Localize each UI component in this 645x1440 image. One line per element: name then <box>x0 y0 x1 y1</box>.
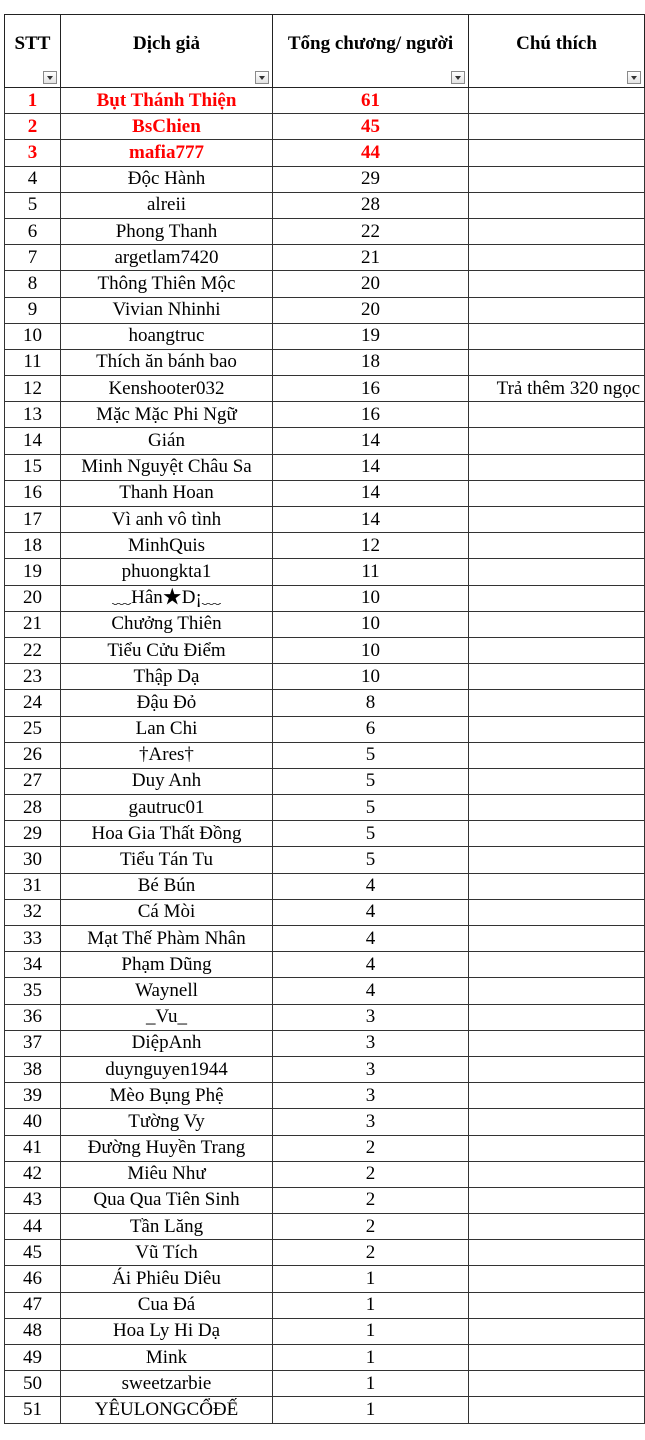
table-row <box>5 1030 645 1056</box>
row-stt-cell[interactable]: 1 <box>5 88 61 114</box>
row-total-cell[interactable]: 1 <box>273 1371 469 1397</box>
row-stt-cell[interactable]: 30 <box>5 847 61 873</box>
dropdown-arrow-icon <box>259 76 265 80</box>
row-translator-cell[interactable]: Phong Thanh <box>61 218 273 244</box>
row-note-cell[interactable] <box>469 1345 645 1371</box>
row-total-cell[interactable]: 5 <box>273 742 469 768</box>
row-note-cell[interactable] <box>469 899 645 925</box>
row-total-cell[interactable]: 20 <box>273 297 469 323</box>
row-stt-cell[interactable]: 42 <box>5 1161 61 1187</box>
table-row <box>5 873 645 899</box>
row-total-cell[interactable]: 20 <box>273 271 469 297</box>
row-stt-cell[interactable]: 25 <box>5 716 61 742</box>
row-stt-cell[interactable]: 31 <box>5 873 61 899</box>
table-row <box>5 952 645 978</box>
row-stt-cell[interactable]: 33 <box>5 926 61 952</box>
row-translator-cell[interactable]: Tiểu Cửu Điểm <box>61 637 273 663</box>
row-total-cell[interactable]: 10 <box>273 664 469 690</box>
row-note-cell[interactable] <box>469 428 645 454</box>
row-note-cell[interactable] <box>469 88 645 114</box>
row-total-cell[interactable]: 14 <box>273 454 469 480</box>
table-row <box>5 795 645 821</box>
row-stt-cell[interactable]: 10 <box>5 323 61 349</box>
row-translator-cell[interactable]: Cá Mòi <box>61 899 273 925</box>
row-note-cell[interactable] <box>469 480 645 506</box>
row-note-cell[interactable] <box>469 271 645 297</box>
row-note-cell[interactable] <box>469 1371 645 1397</box>
header-total <box>273 15 469 88</box>
table-row <box>5 899 645 925</box>
row-total-cell[interactable]: 5 <box>273 795 469 821</box>
row-total-cell[interactable]: 61 <box>273 88 469 114</box>
row-total-cell[interactable]: 4 <box>273 952 469 978</box>
row-note-cell[interactable] <box>469 1292 645 1318</box>
row-note-cell[interactable] <box>469 114 645 140</box>
row-translator-cell[interactable]: sweetzarbie <box>61 1371 273 1397</box>
row-note-cell[interactable] <box>469 533 645 559</box>
table-row <box>5 1397 645 1423</box>
row-translator-cell[interactable]: Thích ăn bánh bao <box>61 349 273 375</box>
table-row <box>5 480 645 506</box>
table-row <box>5 349 645 375</box>
row-stt-cell[interactable]: 20 <box>5 585 61 611</box>
row-total-cell[interactable]: 45 <box>273 114 469 140</box>
row-translator-cell[interactable]: phuongkta1 <box>61 559 273 585</box>
table-row <box>5 1161 645 1187</box>
row-stt-cell[interactable]: 47 <box>5 1292 61 1318</box>
row-translator-cell[interactable]: Miêu Như <box>61 1161 273 1187</box>
row-translator-cell[interactable]: Bé Bún <box>61 873 273 899</box>
row-stt-cell[interactable]: 44 <box>5 1214 61 1240</box>
row-stt-cell[interactable]: 2 <box>5 114 61 140</box>
row-total-cell[interactable]: 3 <box>273 1030 469 1056</box>
table-row <box>5 507 645 533</box>
row-note-cell[interactable] <box>469 140 645 166</box>
dropdown-arrow-icon <box>631 76 637 80</box>
table-row <box>5 1292 645 1318</box>
row-stt-cell[interactable]: 18 <box>5 533 61 559</box>
table-row <box>5 1109 645 1135</box>
row-note-cell[interactable] <box>469 637 645 663</box>
row-stt-cell[interactable]: 26 <box>5 742 61 768</box>
header-row <box>5 15 645 88</box>
row-translator-cell[interactable]: Hoa Ly Hi Dạ <box>61 1318 273 1344</box>
row-stt-cell[interactable]: 34 <box>5 952 61 978</box>
row-total-cell[interactable]: 2 <box>273 1240 469 1266</box>
row-stt-cell[interactable]: 41 <box>5 1135 61 1161</box>
table-row <box>5 768 645 794</box>
row-total-cell[interactable]: 3 <box>273 1056 469 1082</box>
table-row <box>5 690 645 716</box>
table-row <box>5 428 645 454</box>
row-total-cell[interactable]: 14 <box>273 507 469 533</box>
table-row <box>5 218 645 244</box>
row-total-cell[interactable]: 1 <box>273 1266 469 1292</box>
row-total-cell[interactable]: 11 <box>273 559 469 585</box>
header-stt-label: STT <box>14 33 51 54</box>
table-row <box>5 88 645 114</box>
table-row <box>5 1004 645 1030</box>
row-note-cell[interactable] <box>469 349 645 375</box>
row-translator-cell[interactable]: argetlam7420 <box>61 245 273 271</box>
row-stt-cell[interactable]: 3 <box>5 140 61 166</box>
row-translator-cell[interactable]: Hoa Gia Thất Đồng <box>61 821 273 847</box>
row-translator-cell[interactable]: Đậu Đỏ <box>61 690 273 716</box>
row-translator-cell[interactable]: mafia777 <box>61 140 273 166</box>
table-row <box>5 245 645 271</box>
row-total-cell[interactable]: 4 <box>273 899 469 925</box>
row-total-cell[interactable]: 5 <box>273 821 469 847</box>
row-translator-cell[interactable]: Thanh Hoan <box>61 480 273 506</box>
row-total-cell[interactable]: 44 <box>273 140 469 166</box>
table-row <box>5 454 645 480</box>
table-row <box>5 742 645 768</box>
row-translator-cell[interactable]: Chưởng Thiên <box>61 611 273 637</box>
row-total-cell[interactable]: 1 <box>273 1318 469 1344</box>
row-stt-cell[interactable]: 43 <box>5 1187 61 1213</box>
row-note-cell[interactable] <box>469 1266 645 1292</box>
row-note-cell[interactable] <box>469 690 645 716</box>
row-note-cell[interactable] <box>469 1214 645 1240</box>
row-translator-cell[interactable]: Waynell <box>61 978 273 1004</box>
row-note-cell[interactable] <box>469 1030 645 1056</box>
row-total-cell[interactable]: 16 <box>273 402 469 428</box>
row-translator-cell[interactable]: Tiểu Tán Tu <box>61 847 273 873</box>
row-note-cell[interactable] <box>469 1109 645 1135</box>
row-translator-cell[interactable]: ﹏Hân★D¡﹏ <box>61 585 273 611</box>
row-translator-cell[interactable]: Vì anh vô tình <box>61 507 273 533</box>
row-total-cell[interactable]: 18 <box>273 349 469 375</box>
table-row <box>5 192 645 218</box>
row-translator-cell[interactable]: MinhQuis <box>61 533 273 559</box>
row-stt-cell[interactable]: 6 <box>5 218 61 244</box>
table-row <box>5 1214 645 1240</box>
row-note-cell[interactable] <box>469 402 645 428</box>
row-stt-cell[interactable]: 24 <box>5 690 61 716</box>
table-row <box>5 978 645 1004</box>
row-note-cell[interactable] <box>469 978 645 1004</box>
row-stt-cell[interactable]: 38 <box>5 1056 61 1082</box>
table-row <box>5 637 645 663</box>
row-note-cell[interactable] <box>469 1135 645 1161</box>
row-stt-cell[interactable]: 19 <box>5 559 61 585</box>
row-translator-cell[interactable]: Ái Phiêu Diêu <box>61 1266 273 1292</box>
table-row <box>5 1345 645 1371</box>
row-note-cell[interactable] <box>469 821 645 847</box>
row-stt-cell[interactable]: 9 <box>5 297 61 323</box>
row-stt-cell[interactable]: 15 <box>5 454 61 480</box>
filter-button-stt[interactable] <box>43 71 57 84</box>
header-note <box>469 15 645 88</box>
row-total-cell[interactable]: 19 <box>273 323 469 349</box>
table-row <box>5 821 645 847</box>
row-note-cell[interactable] <box>469 1083 645 1109</box>
row-note-cell[interactable] <box>469 742 645 768</box>
row-total-cell[interactable]: 14 <box>273 428 469 454</box>
row-translator-cell[interactable]: Cua Đá <box>61 1292 273 1318</box>
row-stt-cell[interactable]: 8 <box>5 271 61 297</box>
row-total-cell[interactable]: 3 <box>273 1109 469 1135</box>
row-stt-cell[interactable]: 49 <box>5 1345 61 1371</box>
table-row <box>5 140 645 166</box>
row-note-cell[interactable]: Trả thêm 320 ngọc <box>469 376 645 402</box>
row-translator-cell[interactable]: DiệpAnh <box>61 1030 273 1056</box>
table-row <box>5 1187 645 1213</box>
row-total-cell[interactable]: 2 <box>273 1135 469 1161</box>
row-note-cell[interactable] <box>469 873 645 899</box>
row-note-cell[interactable] <box>469 611 645 637</box>
row-stt-cell[interactable]: 46 <box>5 1266 61 1292</box>
row-translator-cell[interactable]: Duy Anh <box>61 768 273 794</box>
row-note-cell[interactable] <box>469 926 645 952</box>
row-note-cell[interactable] <box>469 245 645 271</box>
row-stt-cell[interactable]: 5 <box>5 192 61 218</box>
table-row <box>5 376 645 402</box>
row-total-cell[interactable]: 16 <box>273 376 469 402</box>
row-stt-cell[interactable]: 35 <box>5 978 61 1004</box>
table-row <box>5 1318 645 1344</box>
row-total-cell[interactable]: 1 <box>273 1292 469 1318</box>
row-stt-cell[interactable]: 16 <box>5 480 61 506</box>
row-stt-cell[interactable]: 48 <box>5 1318 61 1344</box>
row-translator-cell[interactable]: YÊULONGCỔĐẾ <box>61 1397 273 1423</box>
row-translator-cell[interactable]: Mèo Bụng Phệ <box>61 1083 273 1109</box>
row-note-cell[interactable] <box>469 297 645 323</box>
row-translator-cell[interactable]: _Vu_ <box>61 1004 273 1030</box>
row-note-cell[interactable] <box>469 559 645 585</box>
row-translator-cell[interactable]: Thập Dạ <box>61 664 273 690</box>
table-row <box>5 297 645 323</box>
row-stt-cell[interactable]: 12 <box>5 376 61 402</box>
row-total-cell[interactable]: 12 <box>273 533 469 559</box>
row-note-cell[interactable] <box>469 1161 645 1187</box>
row-note-cell[interactable] <box>469 768 645 794</box>
table-row <box>5 1240 645 1266</box>
row-note-cell[interactable] <box>469 664 645 690</box>
table-row <box>5 533 645 559</box>
row-total-cell[interactable]: 3 <box>273 1004 469 1030</box>
row-note-cell[interactable] <box>469 1187 645 1213</box>
row-stt-cell[interactable]: 17 <box>5 507 61 533</box>
dropdown-arrow-icon <box>455 76 461 80</box>
ranking-table <box>4 14 645 1424</box>
row-note-cell[interactable] <box>469 795 645 821</box>
row-translator-cell[interactable]: Mink <box>61 1345 273 1371</box>
row-total-cell[interactable]: 1 <box>273 1345 469 1371</box>
row-total-cell[interactable]: 5 <box>273 768 469 794</box>
row-total-cell[interactable]: 21 <box>273 245 469 271</box>
row-total-cell[interactable]: 4 <box>273 873 469 899</box>
row-stt-cell[interactable]: 50 <box>5 1371 61 1397</box>
table-row <box>5 1371 645 1397</box>
row-stt-cell[interactable]: 29 <box>5 821 61 847</box>
table-row <box>5 847 645 873</box>
row-translator-cell[interactable]: †Ares† <box>61 742 273 768</box>
header-note-label: Chú thích <box>516 33 597 54</box>
row-note-cell[interactable] <box>469 1318 645 1344</box>
row-total-cell[interactable]: 2 <box>273 1187 469 1213</box>
row-note-cell[interactable] <box>469 952 645 978</box>
table-row <box>5 664 645 690</box>
row-stt-cell[interactable]: 28 <box>5 795 61 821</box>
row-total-cell[interactable]: 2 <box>273 1214 469 1240</box>
table-row <box>5 114 645 140</box>
row-stt-cell[interactable]: 39 <box>5 1083 61 1109</box>
row-note-cell[interactable] <box>469 454 645 480</box>
row-translator-cell[interactable]: Độc Hành <box>61 166 273 192</box>
row-stt-cell[interactable]: 7 <box>5 245 61 271</box>
row-stt-cell[interactable]: 22 <box>5 637 61 663</box>
row-stt-cell[interactable]: 37 <box>5 1030 61 1056</box>
row-total-cell[interactable]: 10 <box>273 611 469 637</box>
row-total-cell[interactable]: 4 <box>273 978 469 1004</box>
row-stt-cell[interactable]: 32 <box>5 899 61 925</box>
row-note-cell[interactable] <box>469 166 645 192</box>
row-translator-cell[interactable]: Kenshooter032 <box>61 376 273 402</box>
filter-button-translator[interactable] <box>255 71 269 84</box>
header-stt <box>5 15 61 88</box>
row-translator-cell[interactable]: BsChien <box>61 114 273 140</box>
row-note-cell[interactable] <box>469 218 645 244</box>
row-total-cell[interactable]: 5 <box>273 847 469 873</box>
row-total-cell[interactable]: 2 <box>273 1161 469 1187</box>
row-translator-cell[interactable]: Vũ Tích <box>61 1240 273 1266</box>
row-stt-cell[interactable]: 11 <box>5 349 61 375</box>
table-row <box>5 585 645 611</box>
row-note-cell[interactable] <box>469 507 645 533</box>
row-translator-cell[interactable]: Phạm Dũng <box>61 952 273 978</box>
table-row <box>5 1266 645 1292</box>
row-translator-cell[interactable]: hoangtruc <box>61 323 273 349</box>
row-translator-cell[interactable]: Gián <box>61 428 273 454</box>
row-translator-cell[interactable]: gautruc01 <box>61 795 273 821</box>
row-total-cell[interactable]: 10 <box>273 637 469 663</box>
row-stt-cell[interactable]: 4 <box>5 166 61 192</box>
row-translator-cell[interactable]: Tường Vy <box>61 1109 273 1135</box>
row-stt-cell[interactable]: 13 <box>5 402 61 428</box>
table-row <box>5 926 645 952</box>
row-note-cell[interactable] <box>469 192 645 218</box>
row-total-cell[interactable]: 10 <box>273 585 469 611</box>
row-total-cell[interactable]: 4 <box>273 926 469 952</box>
table-row <box>5 716 645 742</box>
header-total-label: Tổng chương/ người <box>287 33 454 54</box>
table-row <box>5 1056 645 1082</box>
row-note-cell[interactable] <box>469 1056 645 1082</box>
filter-button-total[interactable] <box>451 71 465 84</box>
header-translator-label: Dịch giả <box>132 33 201 54</box>
row-stt-cell[interactable]: 40 <box>5 1109 61 1135</box>
table-row <box>5 402 645 428</box>
row-note-cell[interactable] <box>469 1004 645 1030</box>
row-total-cell[interactable]: 28 <box>273 192 469 218</box>
row-total-cell[interactable]: 6 <box>273 716 469 742</box>
row-translator-cell[interactable]: Bụt Thánh Thiện <box>61 88 273 114</box>
table-row <box>5 1135 645 1161</box>
row-stt-cell[interactable]: 23 <box>5 664 61 690</box>
row-total-cell[interactable]: 3 <box>273 1083 469 1109</box>
row-translator-cell[interactable]: Mặc Mặc Phi Ngữ <box>61 402 273 428</box>
row-note-cell[interactable] <box>469 323 645 349</box>
row-translator-cell[interactable]: alreii <box>61 192 273 218</box>
row-total-cell[interactable]: 1 <box>273 1397 469 1423</box>
row-translator-cell[interactable]: Thông Thiên Mộc <box>61 271 273 297</box>
row-stt-cell[interactable]: 21 <box>5 611 61 637</box>
row-stt-cell[interactable]: 45 <box>5 1240 61 1266</box>
row-total-cell[interactable]: 22 <box>273 218 469 244</box>
row-translator-cell[interactable]: Lan Chi <box>61 716 273 742</box>
row-total-cell[interactable]: 8 <box>273 690 469 716</box>
row-stt-cell[interactable]: 36 <box>5 1004 61 1030</box>
row-stt-cell[interactable]: 51 <box>5 1397 61 1423</box>
row-translator-cell[interactable]: Đường Huyền Trang <box>61 1135 273 1161</box>
table-row <box>5 559 645 585</box>
row-translator-cell[interactable]: duynguyen1944 <box>61 1056 273 1082</box>
row-translator-cell[interactable]: Mạt Thế Phàm Nhân <box>61 926 273 952</box>
row-total-cell[interactable]: 29 <box>273 166 469 192</box>
filter-button-note[interactable] <box>627 71 641 84</box>
table-row <box>5 271 645 297</box>
row-translator-cell[interactable]: Tần Lăng <box>61 1214 273 1240</box>
row-note-cell[interactable] <box>469 847 645 873</box>
header-translator <box>61 15 273 88</box>
row-note-cell[interactable] <box>469 1397 645 1423</box>
row-stt-cell[interactable]: 27 <box>5 768 61 794</box>
row-translator-cell[interactable]: Vivian Nhinhi <box>61 297 273 323</box>
table-row <box>5 323 645 349</box>
row-note-cell[interactable] <box>469 716 645 742</box>
row-total-cell[interactable]: 14 <box>273 480 469 506</box>
table-row <box>5 166 645 192</box>
dropdown-arrow-icon <box>47 76 53 80</box>
table-row <box>5 1083 645 1109</box>
row-translator-cell[interactable]: Qua Qua Tiên Sinh <box>61 1187 273 1213</box>
row-translator-cell[interactable]: Minh Nguyệt Châu Sa <box>61 454 273 480</box>
row-note-cell[interactable] <box>469 585 645 611</box>
table-row <box>5 611 645 637</box>
table-body <box>5 88 645 1424</box>
row-stt-cell[interactable]: 14 <box>5 428 61 454</box>
row-note-cell[interactable] <box>469 1240 645 1266</box>
